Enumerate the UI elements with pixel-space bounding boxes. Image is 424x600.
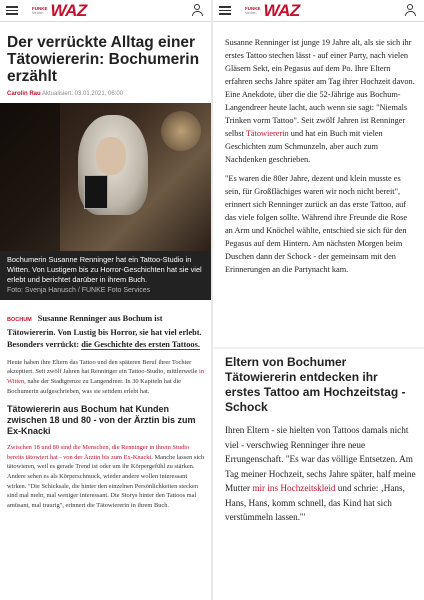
location-tag[interactable]: BOCHUM bbox=[7, 317, 32, 323]
funke-logo: FUNKE Medien bbox=[32, 5, 48, 15]
taetowiererin-link[interactable]: Tätowiererin bbox=[245, 129, 289, 138]
lead-link[interactable]: die Geschichte des ersten Tattoos. bbox=[81, 340, 200, 350]
paragraph-3: Ihren Eltern - sie hielten von Tattoos damals nicht viel - verschwieg Renninger ihre neue Errungenschaft. "Es war das völlige Entsetzen. Am Tag meiner Hochzeit, sechs Jahre später, half meine Mutter mir ins Hochzeitskleid und schrie: ‚Hans, Hans, Hans, komm schnell, das Kind hat sich verstümmeln lassen.'" bbox=[225, 425, 416, 522]
hochzeitskleid-link[interactable]: mir ins Hochzeitskleid bbox=[252, 483, 336, 493]
brand[interactable] bbox=[245, 1, 300, 21]
article-headline: Der verrückte Alltag einer Tätowiererin: Bochumerin erzählt bbox=[7, 34, 200, 85]
photo-caption bbox=[0, 251, 211, 300]
user-icon[interactable] bbox=[191, 4, 203, 18]
user-icon[interactable] bbox=[404, 4, 416, 18]
article-meta bbox=[0, 85, 211, 97]
brand[interactable] bbox=[32, 1, 87, 21]
witten-link[interactable]: in Witten bbox=[7, 368, 204, 385]
paragraph-1: Heute haben ihre Eltern das Tattoo und den späteren Beruf ihrer Tochter akzeptiert. Seit zwölf Jahren hat Renninger ein Tattoo-Studio, mittlerweile in Witten, nahe der Stadtgrenze zu Langendreer. In 30 Kapiteln hat die Bochumerin aufgeschrieben, was sie seitdem erlebt hat. bbox=[7, 358, 204, 395]
caption-text: Bochumerin Susanne Renninger hat ein Tattoo-Studio in Witten. Von Lustigem bis zu Horror-Geschichten hat sie viel erlebt und berichtet darüber in ihrem Buch. bbox=[7, 255, 202, 284]
hamburger-icon[interactable] bbox=[219, 6, 231, 15]
right-lower bbox=[213, 349, 424, 600]
quote-link[interactable]: Zwischen 18 und 80 sind die Menschen, die Renninger in ihrem Studio bereits tätowiert hat - von der Ärztin bis zum Ex-Knacki bbox=[7, 444, 190, 461]
top-bar bbox=[213, 0, 424, 22]
hamburger-icon[interactable] bbox=[6, 6, 18, 15]
paragraph-1: Susanne Renninger ist junge 19 Jahre alt, als sie sich ihr erstes Tattoo stechen lässt - auf einer Party, nach vielen Gläsern Sekt, ein Pegasus auf dem Po. Ihre Eltern erfahren sechs Jahre später am Tag ihrer Hochzeit davon. Eine Anekdote, über die die 52-Jährige aus Bochum-Langendreer heute lacht, auch wenn sie sagt: "Niemals Trinken vorm Tattoo". Seit zwölf Jahren ist Renninger selbst Tätowiererin und hat ein Buch mit vielen Geschichten zum Schmunzeln, aber auch zum Nachdenken geschrieben. bbox=[225, 38, 415, 164]
paragraph-2: Zwischen 18 und 80 sind die Menschen, die Renninger in ihrem Studio bereits tätowiert hat - von der Ärztin bis zum Ex-Knacki. Manche lassen sich tätowieren, weil es gerade Trend ist oder um ihr Körpergefühl zu stärken. Andere sehen es als Körperschmuck, wieder andere wollen interessant wirken. "Die Schicksale, die hinter den einzelnen Persönlichkeiten stecken sind mal mehr, mal weniger interessant. Die Storys hinter den Tattoos mal amüsant, mal traurig", erinnert die Tätowiererin in ihrem Buch. bbox=[7, 444, 205, 509]
updated-time: Aktualisiert: 03.01.2021, 06:00 bbox=[40, 91, 124, 97]
article-body bbox=[213, 22, 424, 276]
lead-text: Susanne Renninger aus Bochum ist Tätowiererin. Von Lustig bis Horror, sie hat viel erlebt. Besonders verrückt: bbox=[7, 314, 202, 350]
article-lead bbox=[0, 300, 211, 352]
waz-logo[interactable]: WAZ bbox=[263, 0, 300, 20]
paragraph-2: "Es waren die 80er Jahre, dezent und klein musste es sein, für Großflächiges waren wir noch nicht bereit", erinnert sich Renninger zurück an das erste Tattoo, auf das viele folgen sollte. Während ihre Freunde die Rose an Arm und Knöchel wählte, entschied sie sich für den Pegasus auf dem Hintern. Am nächsten Morgen beim Duschen dann der Schock - der gemeinsam mit den Erinnerungen an die Partynacht kam. bbox=[225, 174, 408, 274]
waz-logo[interactable]: WAZ bbox=[50, 0, 87, 20]
photo-credit: Foto: Svenja Hanusch / FUNKE Foto Services bbox=[7, 287, 151, 294]
top-bar bbox=[0, 0, 211, 22]
author-link[interactable]: Carolin Rau bbox=[7, 91, 41, 97]
section-headline: Eltern von Bochumer Tätowiererin entdecken ihr erstes Tattoo am Hochzeitstag - Schock bbox=[225, 355, 406, 414]
article-photo[interactable] bbox=[0, 103, 211, 251]
funke-logo: FUNKE Medien bbox=[245, 5, 261, 15]
subheadline: Tätowiererin aus Bochum hat Kunden zwischen 18 und 80 - von der Ärztin bis zum Ex-Knacki bbox=[7, 404, 196, 437]
left-screenshot bbox=[0, 0, 211, 600]
